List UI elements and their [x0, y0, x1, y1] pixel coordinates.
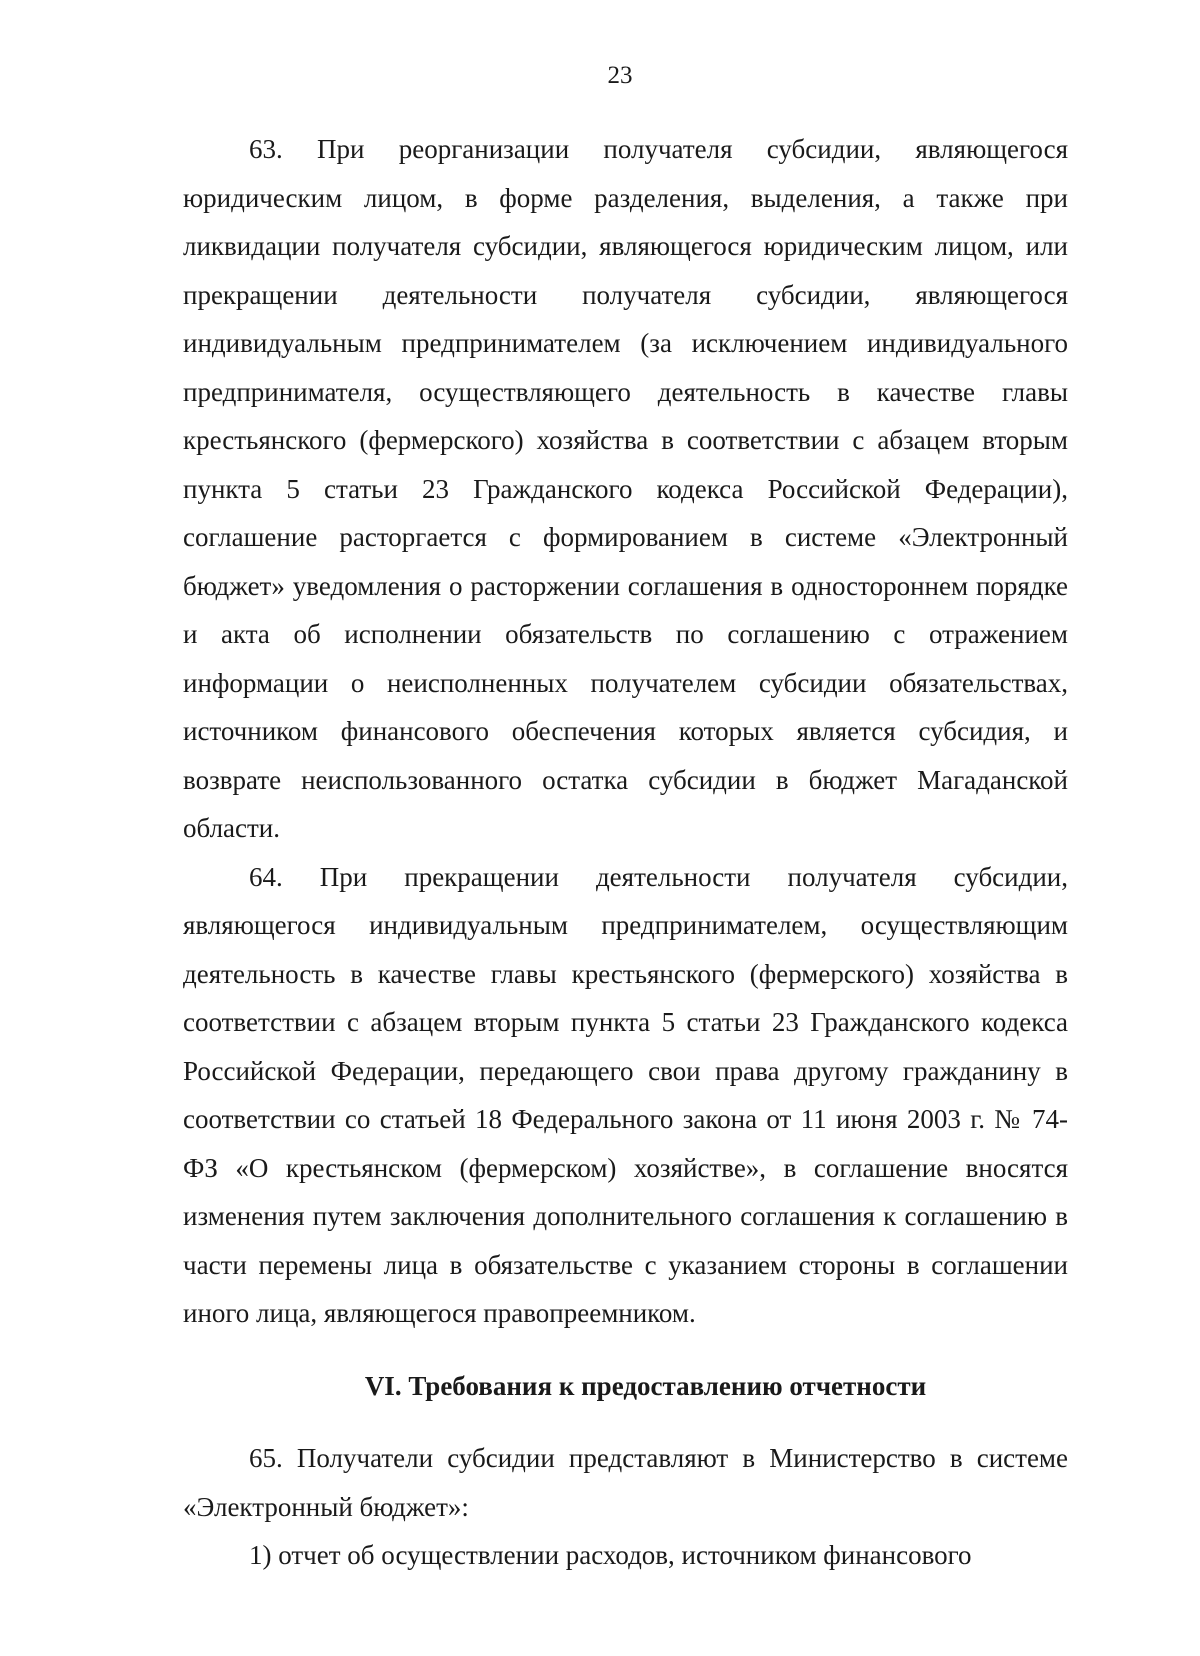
section-heading: VI. Требования к предоставлению отчетности — [364, 1370, 927, 1401]
paragraph-64: 64. При прекращении деятельности получателя субсидии, являющегося индивидуальным предпринимателем, осуществляющим деятельность в качестве главы крестьянского (фермерского) хозяйства в соответствии с абзацем вторым пункта 5 статьи 23 Гражданского кодекса Российской Федерации, передающего свои права другому гражданину в соответствии со статьей 18 Федерального закона от 11 июня 2003 г. № 74-ФЗ «О крестьянском (фермерском) хозяйстве», в соглашение вносятся изменения путем заключения дополнительного соглашения к соглашению в части перемены лица в обязательстве с указанием стороны в соглашении иного лица, являющегося правопреемником. — [183, 861, 1068, 1328]
paragraph-63: 63. При реорганизации получателя субсидии, являющегося юридическим лицом, в форме разделения, выделения, а также при ликвидации получателя субсидии, являющегося юридическим лицом, или прекращении деятельности получателя субсидии, являющегося индивидуальным предпринимателем (за исключением индивидуального предпринимателя, осуществляющего деятельность в качестве главы крестьянского (фермерского) хозяйства в соответствии с абзацем вторым пункта 5 статьи 23 Гражданского кодекса Российской Федерации), соглашение расторгается с формированием в системе «Электронный бюджет» уведомления о расторжении соглашения в одностороннем порядке и акта об исполнении обязательств по соглашению с отражением информации о неисполненных получателем субсидии обязательствах, источником финансового обеспечения которых является субсидия, и возврате неиспользованного остатка субсидии в бюджет Магаданской области. — [183, 134, 1068, 843]
page-number: 23 — [607, 62, 633, 89]
document-body — [183, 125, 1068, 1580]
paragraph-65: 65. Получатели субсидии представляют в Министерство в системе «Электронный бюджет»: — [183, 1443, 1068, 1522]
list-item-1: 1) отчет об осуществлении расходов, источником финансового — [249, 1540, 972, 1570]
